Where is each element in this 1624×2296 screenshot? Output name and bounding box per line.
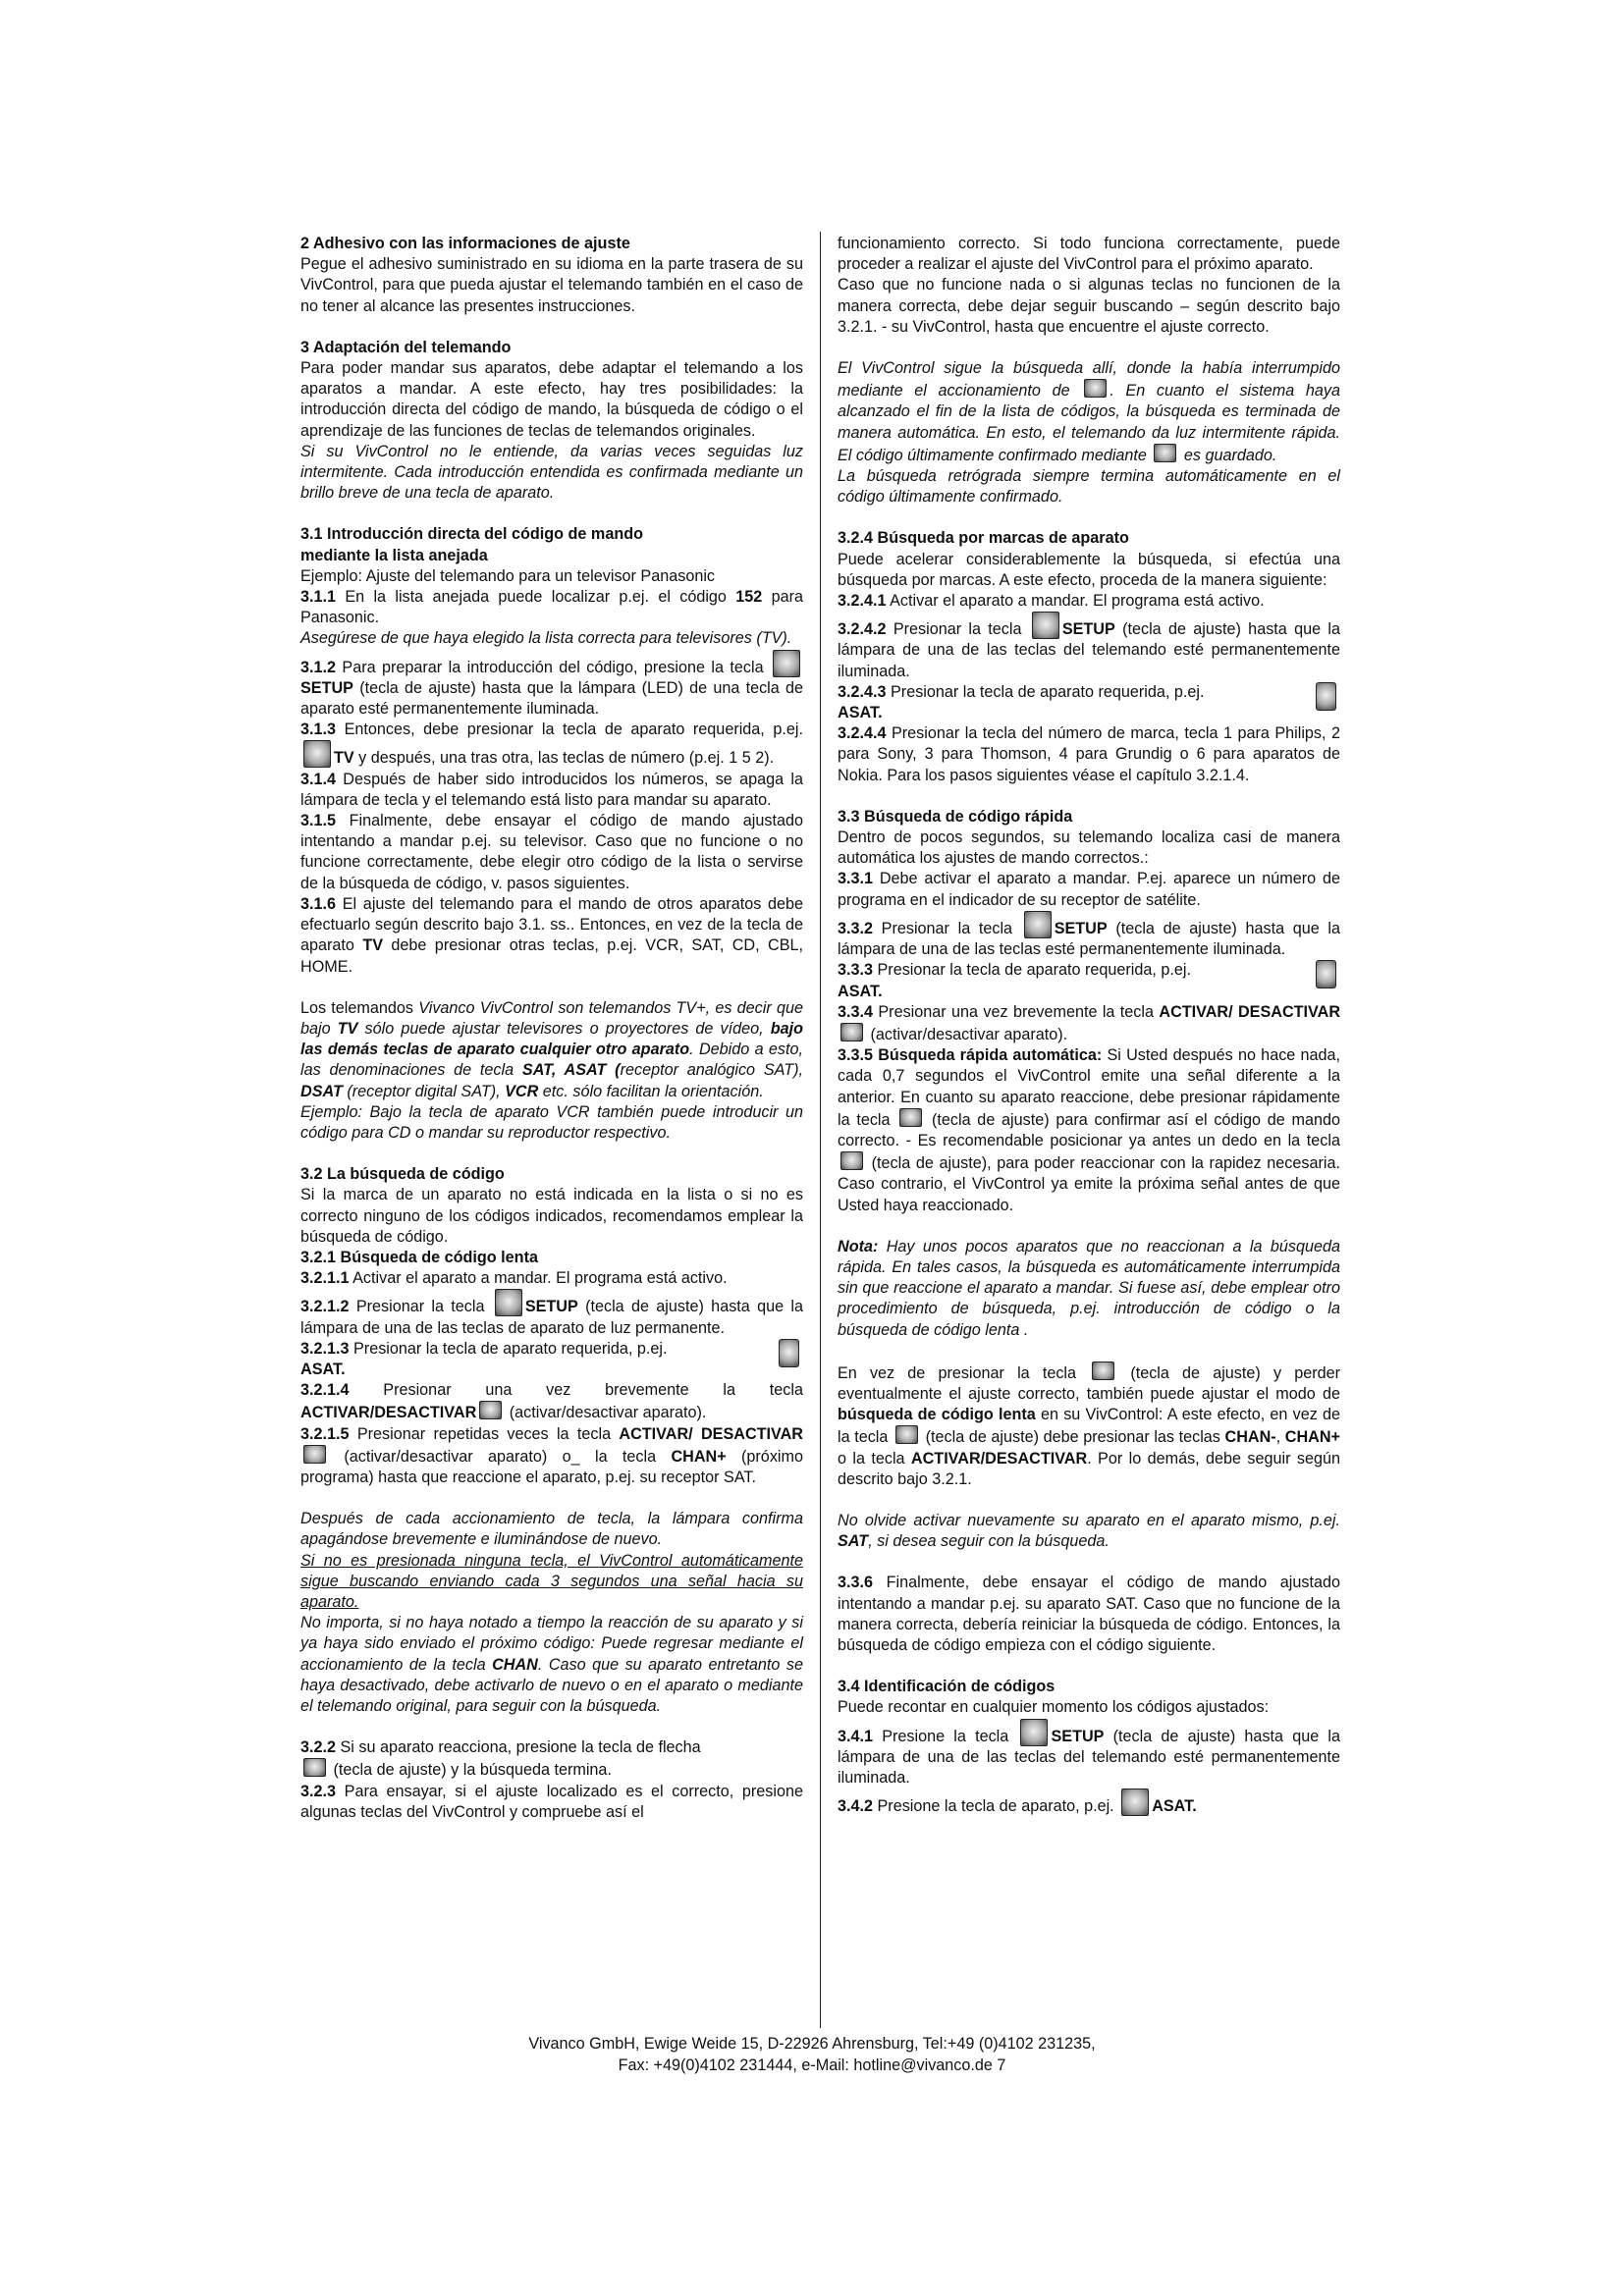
- step-3-3-5: 3.3.5 Búsqueda rápida automática: Si Usted después no hace nada, cada 0,7 segundos el VivControl emite una señal diferente a la anterior. En cuanto su aparato reaccione, debe presionar rápidamente la tecla (tecla de ajuste) para confirmar así el código de mando correcto. - Es recomendable posicionar ya antes un dedo en la tecla (tecla de ajuste), para poder reaccionar con la rapidez necesaria. Caso contrario, el VivControl ya emite la próxima señal antes de que Usted haya reaccionado.: [838, 1046, 1340, 1214]
- tv-plus-paragraph: Los telemandos Vivanco VivControl son telemandos TV+, es decir que bajo TV sólo puede ajustar televisores o proyectores de vídeo, bajo las demás teclas de aparato cualquier otro aparato. Debido a esto, las denominaciones de tecla SAT, ASAT (receptor analógico SAT), DSAT (receptor digital SAT), VCR etc. sólo facilitan la orientación.: [300, 998, 803, 1100]
- step-3-2-1-3: 3.2.1.3 Presionar la tecla de aparato requerida, p.ej. ASAT.: [300, 1339, 803, 1380]
- section-3-text: Para poder mandar sus aparatos, debe adaptar el telemando a los aparatos a mandar. A este efecto, hay tres posibilidades: la introducción directa del código de mando, la búsqueda de código o el aprendizaje de las funciones de teclas de telemandos originales.: [300, 359, 803, 440]
- step-3-2-4-1: 3.2.4.1 Activar el aparato a mandar. El programa está activo.: [838, 592, 1265, 611]
- step-3-2-3: 3.2.3 Para ensayar, si el ajuste localizado es el correcto, presione algunas teclas del VivControl y compruebe así el: [300, 1782, 803, 1821]
- step-3-2-2: 3.2.2 Si su aparato reacciona, presione la tecla de flecha (tecla de ajuste) y la búsqueda termina.: [300, 1738, 701, 1780]
- section-3-note: Si su VivControl no le entiende, da varias veces seguidas luz intermitente. Cada introducción entendida es confirmada mediante un brillo breve de una tecla de aparato.: [300, 442, 803, 503]
- setup-key-icon: [895, 1425, 918, 1444]
- step-3-2-1-2: 3.2.1.2 Presionar la tecla SETUP (tecla de ajuste) hasta que la lámpara de una de las teclas de aparato de luz permanente.: [300, 1289, 803, 1338]
- section-2-text: Pegue el adhesivo suministrado en su idioma en la parte trasera de su VivControl, para que pueda ajustar el telemando también en el caso de no tener al alcance las presentes instrucciones.: [300, 255, 803, 315]
- section-3-4-title: 3.4 Identificación de códigos: [838, 1678, 1056, 1696]
- setup-key-icon: [495, 1289, 522, 1316]
- section-2-title: 2 Adhesivo con las informaciones de ajuste: [300, 235, 630, 252]
- step-3-4-1: 3.4.1 Presione la tecla SETUP (tecla de ajuste) hasta que la lámpara de una de las teclas del telemando esté permanentemente iluminada.: [838, 1719, 1340, 1789]
- footer-line-2: Fax: +49(0)4102 231444, e-Mail: hotline@vivanco.de 7: [618, 2056, 1006, 2074]
- asat-key-icon: [1121, 1789, 1149, 1816]
- section-3-3-title: 3.3 Búsqueda de código rápida: [838, 807, 1073, 826]
- power-key-icon: [303, 1445, 326, 1464]
- right-column: [838, 234, 1340, 1817]
- tv-plus-example: Ejemplo: Bajo la tecla de aparato VCR también puede introducir un código para CD o mandar su reproductor respectivo.: [300, 1102, 803, 1142]
- section-3-2-4-title: 3.2.4 Búsqueda por marcas de aparato: [838, 529, 1129, 548]
- step-3-1-3: 3.1.3 Entonces, debe presionar la tecla de aparato requerida, p.ej. TV y después, una tras otra, las teclas de número (p.ej. 1 5 2).: [300, 721, 803, 768]
- return-note: No importa, si no haya notado a tiempo la reacción de su aparato y si ya haya sido enviado el próximo código: Puede regresar mediante el accionamiento de la tecla CHAN. Caso que su aparato entretanto se haya desactivado, debe activarlo de nuevo o en el aparato o mediante el telemando original, para seguir con la búsqueda.: [300, 1614, 804, 1715]
- arrow-key-icon: [303, 1758, 326, 1777]
- after-keypress-note: Después de cada accionamiento de tecla, la lámpara confirma apagándose brevemente e iluminándose de nuevo.: [300, 1510, 803, 1549]
- setup-key-icon: [899, 1108, 922, 1127]
- section-3-1-title-2: mediante la lista anejada: [300, 546, 488, 564]
- step-3-1-1-note: Asegúrese de que haya elegido la lista correcta para televisores (TV).: [300, 629, 792, 648]
- section-3-3-text: Dentro de pocos segundos, su telemando localiza casi de manera automática los ajustes de mando correctos.:: [838, 828, 1340, 868]
- step-3-2-1-1: 3.2.1.1 Activar el aparato a mandar. El programa está activo.: [300, 1269, 728, 1288]
- setup-key-icon: [1084, 379, 1107, 398]
- step-3-1-2: 3.1.2 Para preparar la introducción del código, presione la tecla SETUP (tecla de ajuste) hasta que la lámpara (LED) de una tecla de aparato esté permanentemente iluminada.: [300, 650, 803, 721]
- setup-key-icon: [1092, 1362, 1114, 1380]
- column-divider: [820, 232, 821, 2028]
- backward-search-note: La búsqueda retrógrada siempre termina automáticamente en el código últimamente confirmado.: [838, 467, 1340, 507]
- left-column: [300, 234, 803, 1823]
- section-3-2-1-title: 3.2.1 Búsqueda de código lenta: [300, 1248, 538, 1266]
- continued-text-2: Caso que no funcione nada o si algunas teclas no funcionen de la manera correcta, debe dejar seguir buscando – según descrito bajo 3.2.1. - su VivControl, hasta que encuentre el ajuste correcto.: [838, 276, 1340, 336]
- step-3-4-2: 3.4.2 Presione la tecla de aparato, p.ej. ASAT.: [838, 1789, 1340, 1817]
- step-3-1-4: 3.1.4 Después de haber sido introducidos los números, se apaga la lámpara de tecla y el telemando está listo para mandar su aparato.: [300, 770, 803, 809]
- auto-search-note: Si no es presionada ninguna tecla, el VivControl automáticamente sigue buscando enviando cada 3 segundos una señal hacia su aparato.: [300, 1551, 803, 1611]
- power-key-icon: [840, 1023, 863, 1041]
- setup-key-icon: [1024, 911, 1052, 938]
- setup-key-icon: [1032, 612, 1059, 639]
- section-3-2-text: Si la marca de un aparato no está indicada en la lista o si no es correcto ninguno de los códigos indicados, recomendamos emplear la búsqueda de código.: [300, 1186, 803, 1246]
- section-3-2-title: 3.2 La búsqueda de código: [300, 1165, 505, 1184]
- setup-key-icon: [1154, 444, 1176, 462]
- step-3-2-1-4: 3.2.1.4 Presionar una vez brevemente la tecla ACTIVAR/DESACTIVAR (activar/desactivar aparato).: [300, 1381, 803, 1422]
- section-3-title: 3 Adaptación del telemando: [300, 338, 512, 356]
- step-3-3-6: 3.3.6 Finalmente, debe ensayar el código de mando ajustado intentando a mandar p.ej. su aparato SAT. Caso que no funcione de la manera correcta, debería reiniciar la búsqueda de código. Entonces, la búsqueda de código empieza con el código siguiente.: [838, 1574, 1340, 1654]
- asat-key-icon: [779, 1339, 799, 1367]
- asat-key-icon: [1316, 960, 1336, 988]
- setup-key-icon: [1020, 1719, 1048, 1746]
- step-3-1-1: 3.1.1 En la lista anejada puede localizar p.ej. el código 152 para Panasonic.: [300, 588, 803, 627]
- continued-text: funcionamiento correcto. Si todo funciona correctamente, puede proceder a realizar el ajuste del VivControl para el próximo aparato.: [838, 235, 1340, 274]
- nota-paragraph: Nota: Hay unos pocos aparatos que no reaccionan a la búsqueda rápida. En tales casos, la búsqueda es automáticamente interrumpida sin que reaccione el aparato a mandar. Si fuese así, debe emplear otro procedimiento de búsqueda, p.ej. introducción de código o la búsqueda de código lenta .: [838, 1237, 1340, 1339]
- asat-key-icon: [1316, 682, 1336, 711]
- setup-key-icon: [773, 650, 800, 677]
- tv-key-icon: [303, 740, 331, 768]
- page-footer: [0, 2034, 1624, 2076]
- slow-search-alternative: En vez de presionar la tecla (tecla de ajuste) y perder eventualmente el ajuste correcto, también puede ajustar el modo de búsqueda de código lenta en su VivControl: A este efecto, en vez de la tecla (tecla de ajuste) debe presionar las teclas CHAN-, CHAN+ o la tecla ACTIVAR/DESACTIVAR. Por lo demás, debe seguir según descrito bajo 3.2.1.: [838, 1362, 1340, 1490]
- section-3-1-title: 3.1 Introducción directa del código de mando: [300, 525, 643, 544]
- power-key-icon: [479, 1401, 502, 1419]
- reactivate-note: No olvide activar nuevamente su aparato en el aparato mismo, p.ej. SAT, si desea seguir con la búsqueda.: [838, 1511, 1340, 1551]
- section-3-4-text: Puede recontar en cualquier momento los códigos ajustados:: [838, 1698, 1270, 1717]
- step-3-1-6: 3.1.6 El ajuste del telemando para el mando de otros aparatos debe efectuarlo según descrito bajo 3.1. ss.. Entonces, en vez de la tecla de aparato TV debe presionar otras teclas, p.ej. VCR, SAT, CD, CBL, HOME.: [300, 894, 803, 976]
- step-3-2-4-4: 3.2.4.4 Presionar la tecla del número de marca, tecla 1 para Philips, 2 para Sony, 3 para Thomson, 4 para Grundig o 6 para aparatos de Nokia. Para los pasos siguientes véase el capítulo 3.2.1.4.: [838, 724, 1340, 784]
- step-3-2-4-3: 3.2.4.3 Presionar la tecla de aparato requerida, p.ej. ASAT.: [838, 682, 1340, 723]
- step-3-2-4-2: 3.2.4.2 Presionar la tecla SETUP (tecla de ajuste) hasta que la lámpara de una de las teclas del telemando esté permanentemente iluminada.: [838, 612, 1340, 682]
- setup-key-icon: [840, 1151, 863, 1170]
- section-3-1-example: Ejemplo: Ajuste del telemando para un televisor Panasonic: [300, 566, 716, 585]
- step-3-3-1: 3.3.1 Debe activar el aparato a mandar. P.ej. aparece un número de programa en el indicador de su receptor de satélite.: [838, 870, 1340, 909]
- search-resume-note: El VivControl sigue la búsqueda allí, donde la había interrumpido mediante el accionamiento de . En cuanto el sistema haya alcanzado el fin de la lista de códigos, la búsqueda es terminada de manera automática. En esto, el telemando da luz intermitente rápida. El código últimamente confirmado mediante es guardado.: [838, 359, 1340, 464]
- section-3-2-4-text: Puede acelerar considerablemente la búsqueda, si efectúa una búsqueda por marcas. A este efecto, proceda de la manera siguiente:: [838, 550, 1340, 589]
- step-3-1-5: 3.1.5 Finalmente, debe ensayar el código de mando ajustado intentando a mandar p.ej. su televisor. Caso que no funcione o no funcione correctamente, debe elegir otro código de la lista o servirse de la búsqueda de código, v. pasos siguientes.: [300, 812, 803, 892]
- footer-line-1: Vivanco GmbH, Ewige Weide 15, D-22926 Ahrensburg, Tel:+49 (0)4102 231235,: [528, 2035, 1096, 2053]
- step-3-3-4: 3.3.4 Presionar una vez brevemente la tecla ACTIVAR/ DESACTIVAR (activar/desactivar aparato).: [838, 1002, 1341, 1043]
- step-3-2-1-5: 3.2.1.5 Presionar repetidas veces la tecla ACTIVAR/ DESACTIVAR (activar/desactivar aparato) o_ la tecla CHAN+ (próximo programa) hasta que reaccione el aparato, p.ej. su receptor SAT.: [300, 1424, 803, 1486]
- step-3-3-2: 3.3.2 Presionar la tecla SETUP (tecla de ajuste) hasta que la lámpara de una de las teclas esté permanentemente iluminada.: [838, 911, 1340, 960]
- step-3-3-3: 3.3.3 Presionar la tecla de aparato requerida, p.ej. ASAT.: [838, 960, 1340, 1001]
